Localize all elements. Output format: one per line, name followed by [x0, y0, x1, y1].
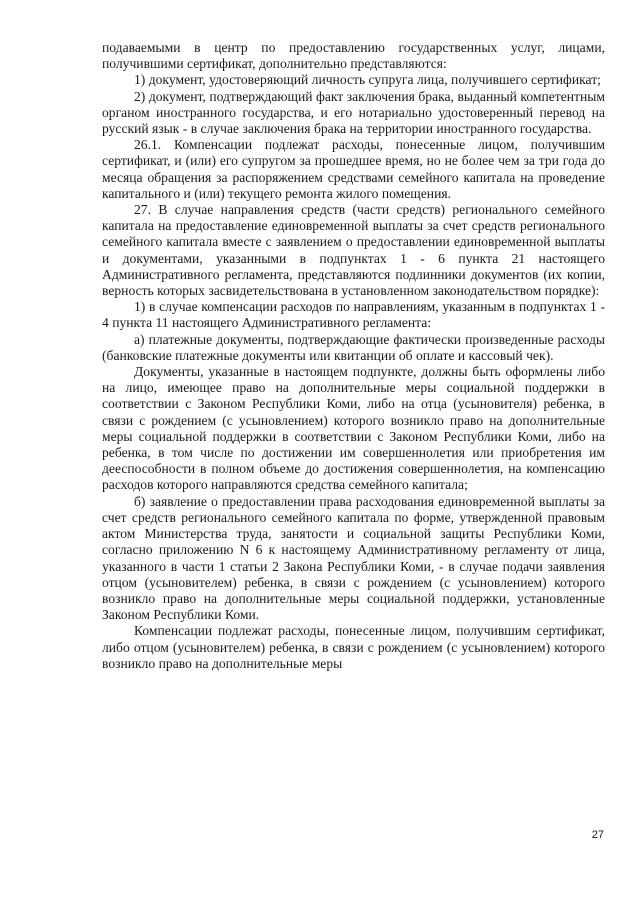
paragraph-27: 27. В случае направления средств (части средств) регионального семейного капитала на предоставление единовременной выплаты за счет средств регионального семейного капитала вместе с заявлением о предоставлении единовременной выплаты и документами, указанными в подпунктах 1 - 6 пункта 21 настоящего Административного регламента, представляются подлинники документов (их копии, верность которых засвидетельствована в установленном законодательством порядке): [102, 202, 605, 299]
paragraph-26-1: 26.1. Компенсации подлежат расходы, понесенные лицом, получившим сертификат, и (или) его супругом за прошедшее время, но не более чем за три года до месяца обращения за распоряжением средствами семейного капитала на проведение капитального и (или) текущего ремонта жилого помещения. [102, 137, 605, 201]
paragraph-subitem-a: а) платежные документы, подтверждающие фактически произведенные расходы (банковские платежные документы или квитанции об оплате и кассовый чек). [102, 331, 605, 363]
paragraph-continuation: подаваемыми в центр по предоставлению государственных услуг, лицами, получившими сертификат, дополнительно представляются: [102, 40, 605, 72]
paragraph-compensation: Компенсации подлежат расходы, понесенные лицом, получившим сертификат, либо отцом (усыновителем) ребенка, в связи с рождением (с усыновлением) которого возникло право на дополнительные меры [102, 623, 605, 671]
paragraph-27-item-1: 1) в случае компенсации расходов по направлениям, указанным в подпунктах 1 - 4 пункта 11 настоящего Административного регламента: [102, 299, 605, 331]
page-number: 27 [591, 829, 604, 841]
paragraph-item-2: 2) документ, подтверждающий факт заключения брака, выданный компетентным органом иностранного государства, и его нотариально удостоверенный перевод на русский язык - в случае заключения брака на территории иностранного государства. [102, 88, 605, 137]
document-body [102, 40, 605, 672]
paragraph-item-1: 1) документ, удостоверяющий личность супруга лица, получившего сертификат; [134, 72, 601, 88]
paragraph-documents-requirements: Документы, указанные в настоящем подпункте, должны быть оформлены либо на лицо, имеющее право на дополнительные меры социальной поддержки в соответствии с Законом Республики Коми, либо на отца (усыновителя) ребенка, в связи с рождением (с усыновлением) которого возникло право на дополнительные меры социальной поддержки в соответствии с Законом Республики Коми, либо на ребенка, в том числе по достижении им совершеннолетия или приобретения им дееспособности в полном объеме до достижения совершеннолетия, на компенсацию расходов которого направляются средства семейного капитала; [102, 364, 605, 493]
paragraph-subitem-b: б) заявление о предоставлении права расходования единовременной выплаты за счет средств регионального семейного капитала по форме, утвержденной правовым актом Министерства труда, занятости и социальной защиты Республики Коми, согласно приложению N 6 к настоящему Административному регламенту от лица, указанного в части 1 статьи 2 Закона Республики Коми, - в случае подачи заявления отцом (усыновителем) ребенка, в связи с рождением (с усыновлением) которого возникло право на дополнительные меры социальной поддержки, установленные Законом Республики Коми. [102, 493, 605, 623]
